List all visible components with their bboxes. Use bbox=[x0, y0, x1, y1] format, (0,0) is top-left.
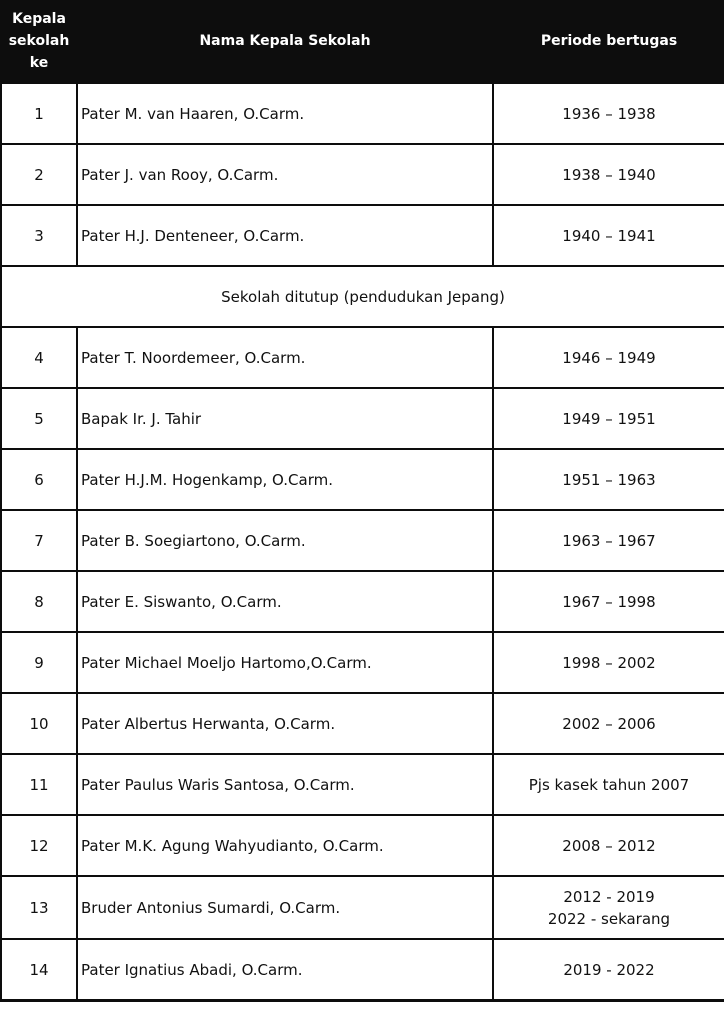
row-number: 2 bbox=[1, 144, 77, 205]
row-period: 1967 – 1998 bbox=[493, 571, 724, 632]
table-row bbox=[1, 632, 724, 693]
table-header bbox=[1, 0, 724, 83]
row-period: 2008 – 2012 bbox=[493, 815, 724, 876]
table-row bbox=[1, 693, 724, 754]
row-number: 4 bbox=[1, 327, 77, 388]
row-name: Pater H.J.M. Hogenkamp, O.Carm. bbox=[77, 449, 493, 510]
row-period: 1949 – 1951 bbox=[493, 388, 724, 449]
header-period: Periode bertugas bbox=[493, 0, 724, 83]
row-period-line: 2012 - 2019 bbox=[563, 887, 655, 906]
row-period: 2002 – 2006 bbox=[493, 693, 724, 754]
row-period: 2019 - 2022 bbox=[493, 939, 724, 1001]
row-name: Pater E. Siswanto, O.Carm. bbox=[77, 571, 493, 632]
row-name: Pater J. van Rooy, O.Carm. bbox=[77, 144, 493, 205]
row-number: 3 bbox=[1, 205, 77, 266]
row-name: Pater Albertus Herwanta, O.Carm. bbox=[77, 693, 493, 754]
row-name: Pater T. Noordemeer, O.Carm. bbox=[77, 327, 493, 388]
header-number-line: sekolah bbox=[8, 33, 70, 49]
row-name: Pater M.K. Agung Wahyudianto, O.Carm. bbox=[77, 815, 493, 876]
row-number: 6 bbox=[1, 449, 77, 510]
row-period: 1963 – 1967 bbox=[493, 510, 724, 571]
row-name: Pater Ignatius Abadi, O.Carm. bbox=[77, 939, 493, 1001]
header-number-line: Kepala bbox=[12, 11, 66, 27]
closed-note-row bbox=[1, 266, 724, 327]
row-name: Pater H.J. Denteneer, O.Carm. bbox=[77, 205, 493, 266]
row-period: 1951 – 1963 bbox=[493, 449, 724, 510]
row-name: Pater B. Soegiartono, O.Carm. bbox=[77, 510, 493, 571]
table-row bbox=[1, 144, 724, 205]
table-row bbox=[1, 815, 724, 876]
row-period: 1998 – 2002 bbox=[493, 632, 724, 693]
row-number: 7 bbox=[1, 510, 77, 571]
row-name: Pater Michael Moeljo Hartomo,O.Carm. bbox=[77, 632, 493, 693]
table-row bbox=[1, 754, 724, 815]
row-number: 10 bbox=[1, 693, 77, 754]
closed-note: Sekolah ditutup (pendudukan Jepang) bbox=[1, 266, 724, 327]
table-row bbox=[1, 327, 724, 388]
row-number: 8 bbox=[1, 571, 77, 632]
row-period-line: 2022 - sekarang bbox=[547, 909, 671, 928]
table-row bbox=[1, 510, 724, 571]
table-row bbox=[1, 205, 724, 266]
row-number: 13 bbox=[1, 876, 77, 939]
header-number bbox=[1, 0, 77, 83]
row-period: 1936 – 1938 bbox=[493, 83, 724, 144]
table-row bbox=[1, 571, 724, 632]
table-row bbox=[1, 449, 724, 510]
header-name: Nama Kepala Sekolah bbox=[77, 0, 493, 83]
header-number-line: ke bbox=[29, 55, 49, 71]
row-number: 9 bbox=[1, 632, 77, 693]
row-period: 1938 – 1940 bbox=[493, 144, 724, 205]
row-number: 5 bbox=[1, 388, 77, 449]
row-name: Pater Paulus Waris Santosa, O.Carm. bbox=[77, 754, 493, 815]
row-number: 14 bbox=[1, 939, 77, 1001]
row-period: 1946 – 1949 bbox=[493, 327, 724, 388]
table-row bbox=[1, 939, 724, 1001]
row-name: Pater M. van Haaren, O.Carm. bbox=[77, 83, 493, 144]
row-number: 1 bbox=[1, 83, 77, 144]
row-period bbox=[493, 876, 724, 939]
row-number: 12 bbox=[1, 815, 77, 876]
row-name: Bruder Antonius Sumardi, O.Carm. bbox=[77, 876, 493, 939]
row-name: Bapak Ir. J. Tahir bbox=[77, 388, 493, 449]
table-row bbox=[1, 83, 724, 144]
row-period: 1940 – 1941 bbox=[493, 205, 724, 266]
table-row bbox=[1, 876, 724, 939]
row-period: Pjs kasek tahun 2007 bbox=[493, 754, 724, 815]
row-number: 11 bbox=[1, 754, 77, 815]
table-row bbox=[1, 388, 724, 449]
